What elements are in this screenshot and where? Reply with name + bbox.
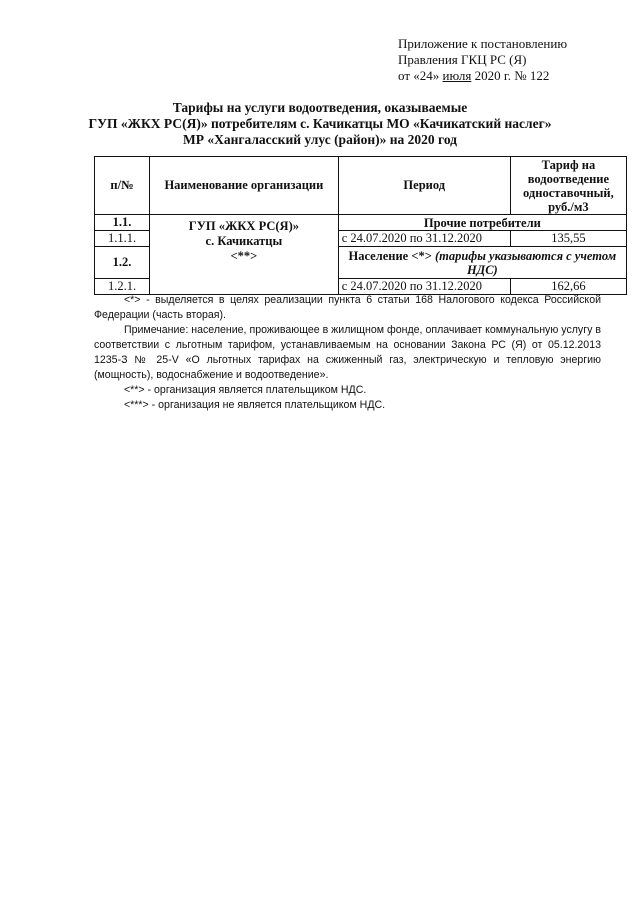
header-tariff xyxy=(510,157,626,215)
group-label-italic: (тарифы указываются с учетом НДС) xyxy=(434,248,617,277)
header-num: п/№ xyxy=(95,157,150,215)
appendix-line-1: Приложение к постановлению xyxy=(398,36,568,51)
group-num: 1.1. xyxy=(95,215,150,231)
table-row xyxy=(95,215,627,231)
appendix-date-suffix: 2020 г. № 122 xyxy=(471,68,550,83)
org-location: с. Качикатцы xyxy=(205,234,283,248)
appendix-line-2: Правления ГКЦ РС (Я) xyxy=(398,52,527,67)
group-label-population xyxy=(338,247,626,279)
appendix-month: июля xyxy=(442,68,472,83)
header-tariff-line-3: одноставочный, xyxy=(523,185,614,200)
title-line-1: Тарифы на услуги водоотведения, оказываемые xyxy=(172,100,468,115)
footnote-population-note: Примечание: население, проживающее в жилищном фонде, оплачивает коммунальную услугу в соответствии с льготным тарифом, устанавливаемым на основании Закона РС (Я) от 05.12.2013 1235-З № 25-V «О льготных тарифах на сжиженный газ, электрическую и тепловую энергию (мощность), водоснабжение и водоотведение». xyxy=(94,324,601,381)
tariff-table xyxy=(94,156,627,295)
header-org: Наименование организации xyxy=(150,157,339,215)
footnote-vat-allocation: <*> - выделяется в целях реализации пункта 6 статьи 168 Налогового кодекса Российской Федерации (часть вторая). xyxy=(94,294,601,321)
appendix-date-prefix: от «24» xyxy=(398,68,443,83)
footnote-not-vat-payer: <***> - организация не является плательщиком НДС. xyxy=(124,399,386,411)
header-tariff-line-2: водоотведение xyxy=(527,171,610,186)
row-period: с 24.07.2020 по 31.12.2020 xyxy=(338,231,510,247)
group-label-other: Прочие потребители xyxy=(338,215,626,231)
org-name: ГУП «ЖКХ РС(Я)» xyxy=(188,219,299,233)
org-vat-mark: <**> xyxy=(230,249,258,263)
row-num: 1.2.1. xyxy=(95,279,150,295)
appendix-line-3 xyxy=(398,68,567,84)
document-title xyxy=(0,100,640,148)
header-tariff-line-4: руб./м3 xyxy=(548,199,589,214)
row-period: с 24.07.2020 по 31.12.2020 xyxy=(338,279,510,295)
group-label-text: Население <*> xyxy=(348,248,435,263)
header-tariff-line-1: Тариф на xyxy=(541,157,596,172)
organization-cell xyxy=(150,215,339,295)
footnotes xyxy=(94,293,601,413)
row-num: 1.1.1. xyxy=(95,231,150,247)
row-tariff-value: 135,55 xyxy=(510,231,626,247)
row-tariff-value: 162,66 xyxy=(510,279,626,295)
table-header-row xyxy=(95,157,627,215)
title-line-3: МР «Хангаласский улус (район)» на 2020 год xyxy=(182,132,458,147)
appendix-header xyxy=(398,36,567,84)
title-line-2: ГУП «ЖКХ РС(Я)» потребителям с. Качикатцы МО «Качикатский наслег» xyxy=(88,116,552,131)
footnote-vat-payer: <**> - организация является плательщиком НДС. xyxy=(124,384,367,396)
group-num: 1.2. xyxy=(95,247,150,279)
header-period: Период xyxy=(338,157,510,215)
